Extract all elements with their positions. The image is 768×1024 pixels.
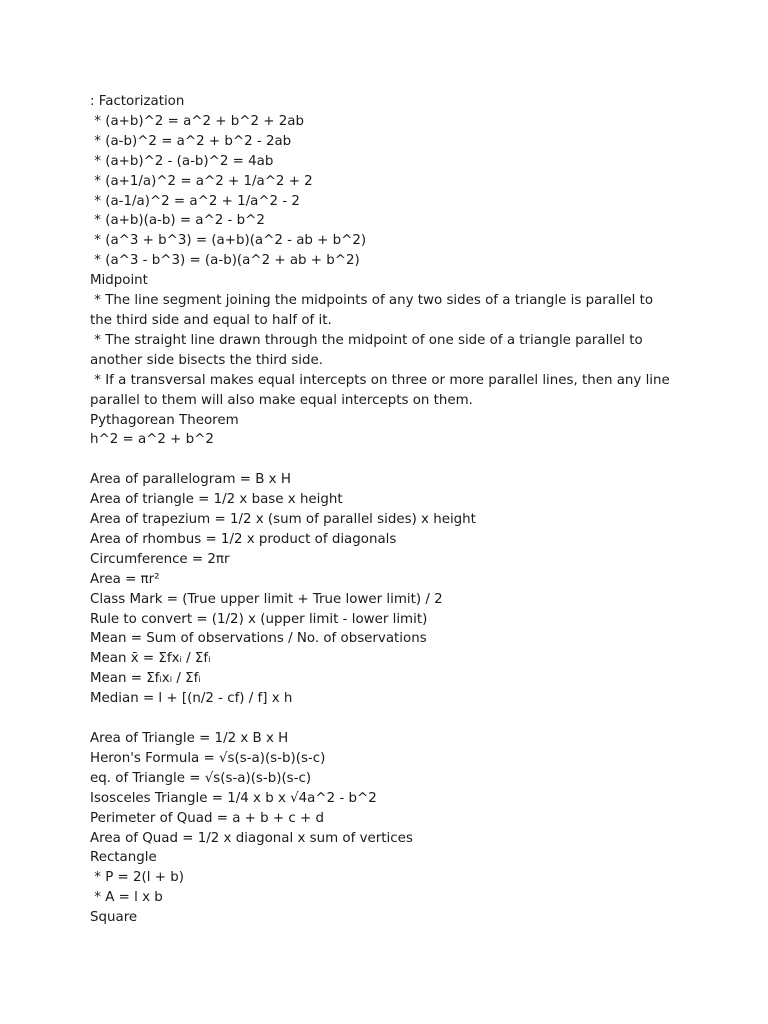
note-line: : Factorization <box>90 94 185 109</box>
note-line: h^2 = a^2 + b^2 <box>90 432 214 448</box>
note-line: Heron's Formula = √s(s-a)(s-b)(s-c) <box>90 750 326 766</box>
note-line: * (a^3 + b^3) = (a+b)(a^2 - ab + b^2) <box>90 233 367 249</box>
note-line: Area of parallelogram = B x H <box>90 472 291 488</box>
note-line: * (a+b)^2 - (a-b)^2 = 4ab <box>90 153 274 169</box>
note-line: Class Mark = (True upper limit + True lower limit) / 2 <box>90 591 443 607</box>
note-line: Isosceles Triangle = 1/4 x b x √4a^2 - b^2 <box>90 790 377 806</box>
note-line: Area of triangle = 1/2 x base x height <box>90 492 343 508</box>
note-line: Area of trapezium = 1/2 x (sum of parallel sides) x height <box>90 512 476 528</box>
note-line: Midpoint <box>90 273 148 289</box>
note-line: Mean x̄ = Σfxᵢ / Σfᵢ <box>90 651 211 667</box>
note-line: * If a transversal makes equal intercepts on three or more parallel lines, then any line <box>90 372 670 388</box>
note-line: Pythagorean Theorem <box>90 412 239 428</box>
note-line: Area of rhombus = 1/2 x product of diagonals <box>90 531 397 547</box>
note-line: another side bisects the third side. <box>90 352 324 368</box>
formula-notes <box>90 92 690 928</box>
note-line: Mean = Σfᵢxᵢ / Σfᵢ <box>90 671 201 687</box>
note-line: Area = πr² <box>90 571 160 587</box>
note-line: Square <box>90 910 138 926</box>
note-line: Area of Triangle = 1/2 x B x H <box>90 730 289 746</box>
note-line: * (a-b)^2 = a^2 + b^2 - 2ab <box>90 133 292 149</box>
note-line: * The straight line drawn through the midpoint of one side of a triangle parallel to <box>90 332 643 348</box>
note-line: Area of Quad = 1/2 x diagonal x sum of vertices <box>90 830 413 846</box>
note-line: * (a-1/a)^2 = a^2 + 1/a^2 - 2 <box>90 193 300 209</box>
note-line: the third side and equal to half of it. <box>90 312 332 328</box>
note-line: * (a^3 - b^3) = (a-b)(a^2 + ab + b^2) <box>90 253 360 269</box>
note-line: * (a+b)(a-b) = a^2 - b^2 <box>90 213 265 229</box>
note-line: parallel to them will also make equal intercepts on them. <box>90 392 473 408</box>
note-line: * (a+1/a)^2 = a^2 + 1/a^2 + 2 <box>90 173 313 189</box>
note-line <box>90 709 690 729</box>
note-line: * (a+b)^2 = a^2 + b^2 + 2ab <box>90 113 304 129</box>
note-line: * P = 2(l + b) <box>90 870 184 886</box>
note-line: * The line segment joining the midpoints of any two sides of a triangle is parallel to <box>90 293 654 309</box>
note-line <box>90 450 690 470</box>
note-line: Circumference = 2πr <box>90 551 230 567</box>
note-line: Rectangle <box>90 850 157 866</box>
note-line: Median = l + [(n/2 - cf) / f] x h <box>90 691 293 707</box>
note-line: Mean = Sum of observations / No. of observations <box>90 631 427 647</box>
note-line: Perimeter of Quad = a + b + c + d <box>90 810 324 826</box>
note-line: Rule to convert = (1/2) x (upper limit - lower limit) <box>90 611 428 627</box>
note-line: eq. of Triangle = √s(s-a)(s-b)(s-c) <box>90 770 312 786</box>
note-line: * A = l x b <box>90 890 163 906</box>
